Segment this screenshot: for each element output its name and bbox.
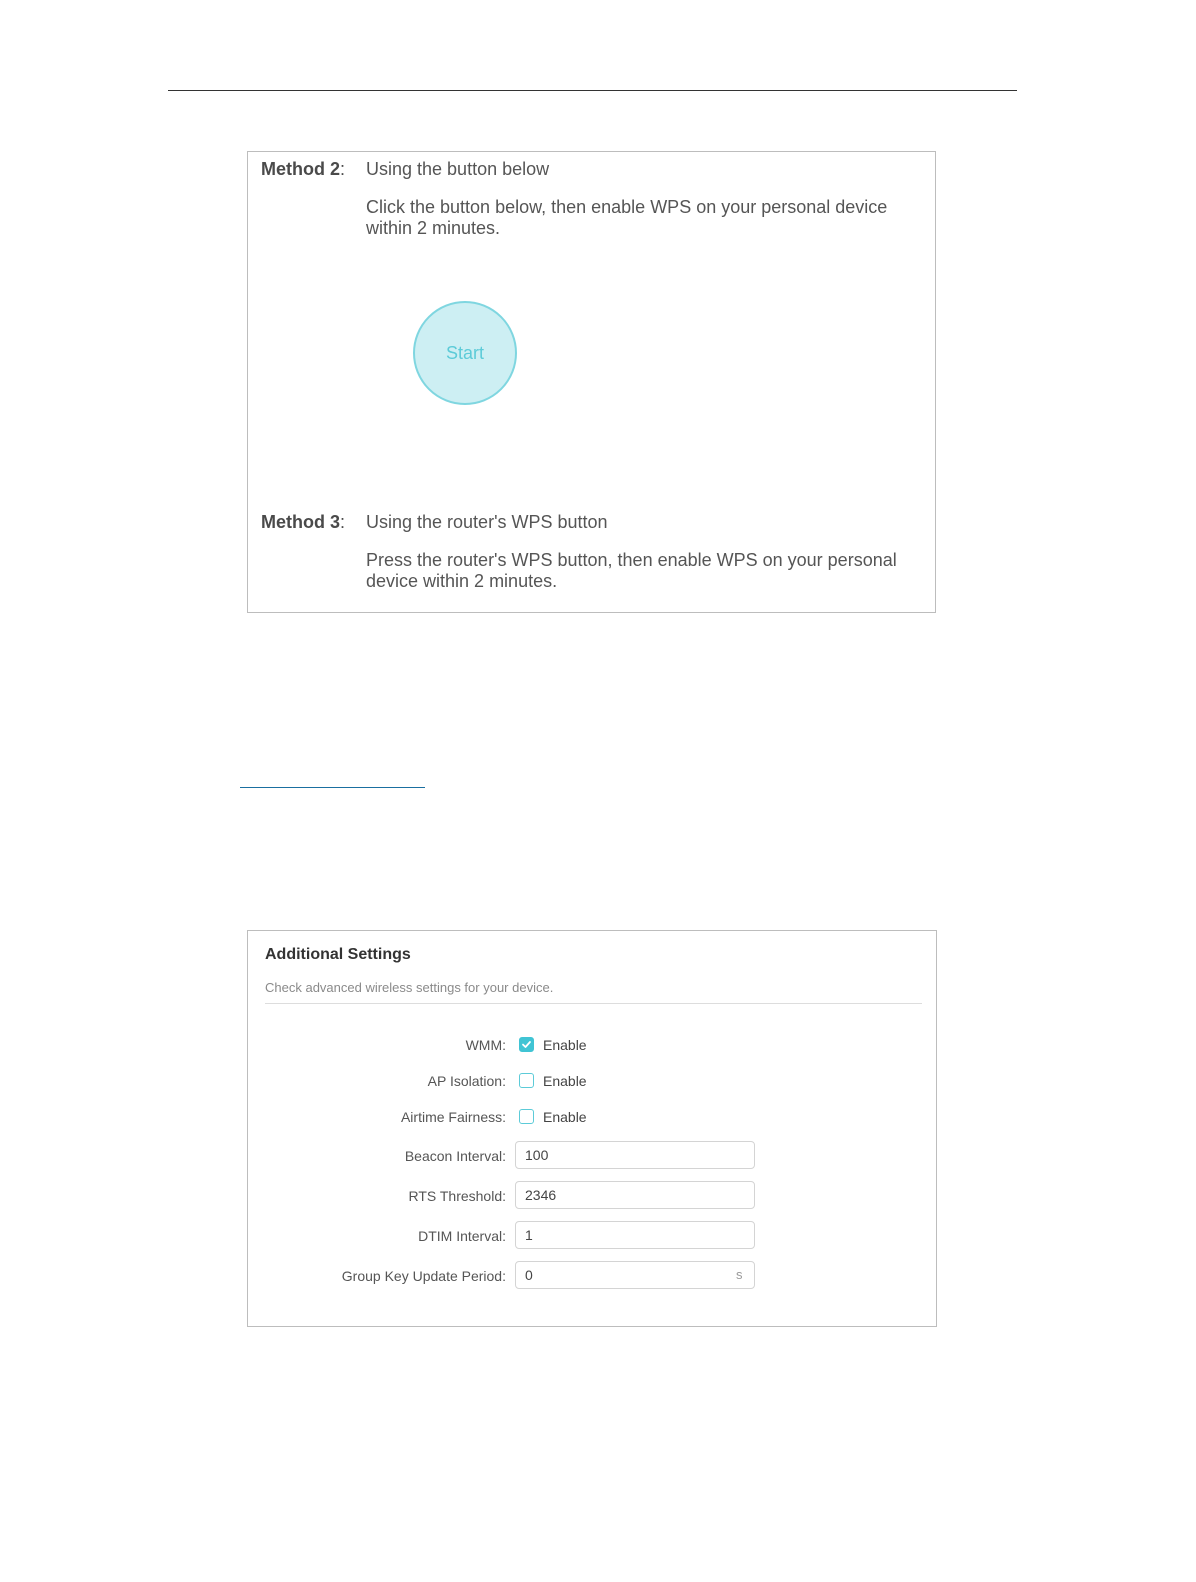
dtim-interval-label: DTIM Interval: — [418, 1228, 506, 1244]
group-key-update-period-row — [248, 1261, 938, 1291]
group-key-update-period-label: Group Key Update Period: — [341, 1268, 506, 1284]
method2-title: Using the button below — [366, 159, 550, 179]
additional-settings-panel — [247, 930, 937, 1327]
dtim-interval-row — [248, 1221, 938, 1251]
wmm-row — [248, 1030, 938, 1060]
wmm-label: WMM: — [465, 1037, 506, 1053]
method2-label: Method 2: — [261, 159, 346, 179]
beacon-interval-label: Beacon Interval: — [404, 1148, 506, 1164]
panel-title: Additional Settings — [265, 946, 411, 963]
seconds-unit: s — [736, 1267, 743, 1282]
method3-description: Press the router's WPS button, then enable WPS on your personal device within 2 minutes. — [366, 550, 897, 591]
ap-isolation-row — [248, 1066, 938, 1096]
method3-label: Method 3: — [261, 512, 346, 532]
beacon-interval-row — [248, 1141, 938, 1171]
airtime-fairness-label: Airtime Fairness: — [400, 1109, 506, 1125]
dtim-interval-input[interactable] — [515, 1221, 755, 1249]
header-rule — [168, 90, 1017, 91]
wps-methods-panel — [247, 151, 936, 613]
rts-threshold-row — [248, 1181, 938, 1211]
link-underline — [240, 787, 425, 788]
method3-title: Using the router's WPS button — [366, 512, 608, 532]
beacon-interval-input[interactable] — [515, 1141, 755, 1169]
wmm-checkbox[interactable] — [519, 1037, 534, 1052]
rts-threshold-label: RTS Threshold: — [408, 1188, 506, 1204]
divider — [265, 1003, 922, 1004]
ap-isolation-label: AP Isolation: — [427, 1073, 506, 1089]
airtime-fairness-row — [248, 1102, 938, 1132]
method2-description: Click the button below, then enable WPS on your personal device within 2 minutes. — [366, 197, 888, 238]
start-wps-button[interactable]: Start — [413, 301, 517, 405]
panel-subtitle: Check advanced wireless settings for your device. — [265, 980, 554, 995]
group-key-update-period-input[interactable] — [515, 1261, 755, 1289]
rts-threshold-input[interactable] — [515, 1181, 755, 1209]
ap-isolation-checkbox[interactable] — [519, 1073, 534, 1088]
airtime-fairness-enable-label[interactable]: Enable — [543, 1109, 587, 1125]
wmm-enable-label[interactable]: Enable — [543, 1037, 587, 1053]
check-icon — [521, 1039, 532, 1050]
ap-isolation-enable-label[interactable]: Enable — [543, 1073, 587, 1089]
airtime-fairness-checkbox[interactable] — [519, 1109, 534, 1124]
